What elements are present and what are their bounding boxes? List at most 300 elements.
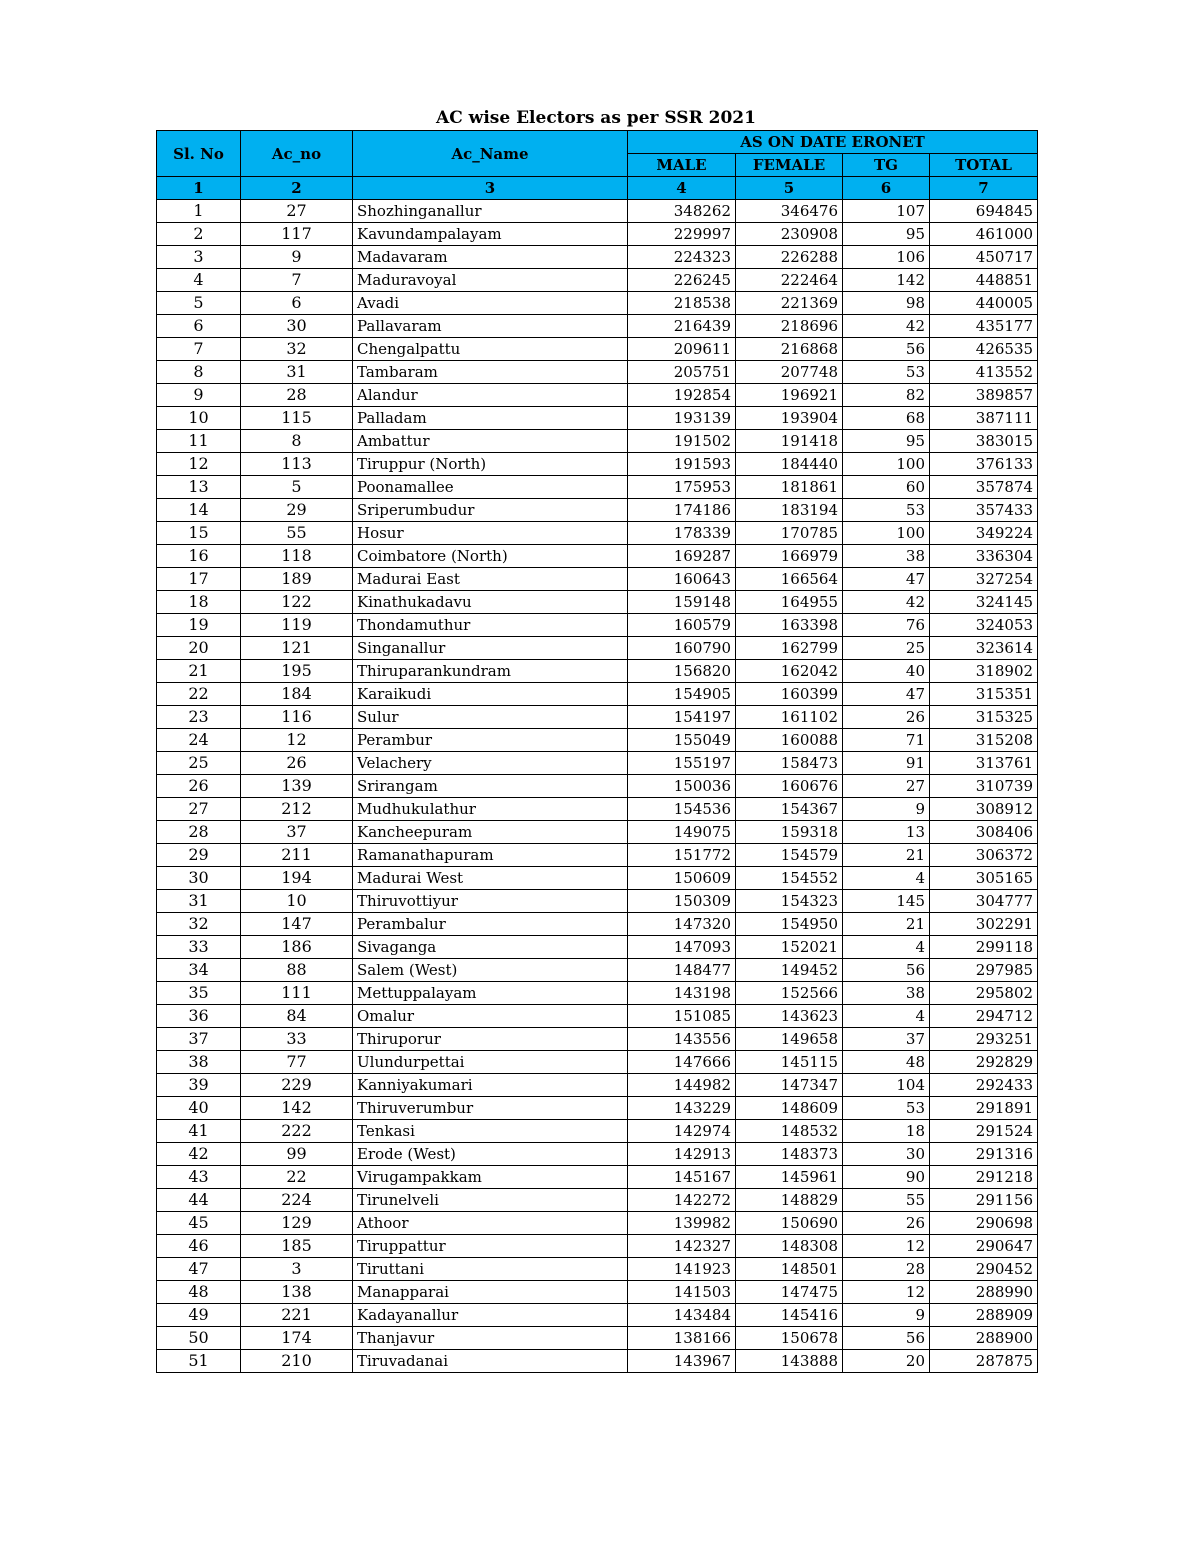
- cell-male: 348262: [628, 200, 736, 223]
- cell-male: 169287: [628, 545, 736, 568]
- cell-sl-no: 5: [157, 292, 241, 315]
- cell-ac-name: Maduravoyal: [353, 269, 628, 292]
- header-group-eronet: AS ON DATE ERONET: [628, 131, 1038, 154]
- cell-ac-no: 229: [241, 1074, 353, 1097]
- cell-sl-no: 9: [157, 384, 241, 407]
- cell-ac-name: Erode (West): [353, 1143, 628, 1166]
- cell-female: 143623: [736, 1005, 843, 1028]
- cell-male: 143229: [628, 1097, 736, 1120]
- table-row: [157, 1189, 1038, 1212]
- cell-ac-no: 117: [241, 223, 353, 246]
- cell-male: 218538: [628, 292, 736, 315]
- cell-total: 292829: [930, 1051, 1038, 1074]
- cell-male: 143198: [628, 982, 736, 1005]
- table-row: [157, 1166, 1038, 1189]
- cell-ac-name: Kanniyakumari: [353, 1074, 628, 1097]
- cell-ac-no: 122: [241, 591, 353, 614]
- cell-tg: 71: [843, 729, 930, 752]
- cell-ac-no: 37: [241, 821, 353, 844]
- cell-total: 426535: [930, 338, 1038, 361]
- cell-total: 310739: [930, 775, 1038, 798]
- cell-sl-no: 28: [157, 821, 241, 844]
- cell-tg: 55: [843, 1189, 930, 1212]
- cell-ac-no: 116: [241, 706, 353, 729]
- cell-total: 461000: [930, 223, 1038, 246]
- cell-male: 154905: [628, 683, 736, 706]
- cell-sl-no: 30: [157, 867, 241, 890]
- cell-male: 139982: [628, 1212, 736, 1235]
- cell-male: 142327: [628, 1235, 736, 1258]
- header-total: TOTAL: [930, 154, 1038, 177]
- cell-ac-name: Madavaram: [353, 246, 628, 269]
- cell-ac-no: 174: [241, 1327, 353, 1350]
- cell-tg: 106: [843, 246, 930, 269]
- cell-sl-no: 4: [157, 269, 241, 292]
- cell-female: 147475: [736, 1281, 843, 1304]
- column-number: 3: [353, 177, 628, 200]
- cell-sl-no: 8: [157, 361, 241, 384]
- cell-sl-no: 2: [157, 223, 241, 246]
- table-row: [157, 361, 1038, 384]
- table-row: [157, 867, 1038, 890]
- table-row: [157, 1327, 1038, 1350]
- cell-total: 440005: [930, 292, 1038, 315]
- cell-female: 154950: [736, 913, 843, 936]
- cell-female: 145961: [736, 1166, 843, 1189]
- cell-female: 149452: [736, 959, 843, 982]
- cell-total: 324053: [930, 614, 1038, 637]
- cell-ac-no: 8: [241, 430, 353, 453]
- cell-sl-no: 18: [157, 591, 241, 614]
- table-row: [157, 614, 1038, 637]
- cell-ac-no: 139: [241, 775, 353, 798]
- cell-sl-no: 41: [157, 1120, 241, 1143]
- cell-male: 144982: [628, 1074, 736, 1097]
- cell-male: 155049: [628, 729, 736, 752]
- cell-total: 315208: [930, 729, 1038, 752]
- cell-total: 290698: [930, 1212, 1038, 1235]
- table-header: [157, 131, 1038, 200]
- cell-female: 148373: [736, 1143, 843, 1166]
- cell-ac-no: 111: [241, 982, 353, 1005]
- cell-ac-name: Tambaram: [353, 361, 628, 384]
- table-row: [157, 499, 1038, 522]
- cell-ac-no: 5: [241, 476, 353, 499]
- cell-tg: 26: [843, 1212, 930, 1235]
- cell-sl-no: 42: [157, 1143, 241, 1166]
- cell-female: 158473: [736, 752, 843, 775]
- cell-ac-no: 194: [241, 867, 353, 890]
- cell-ac-name: Tiruppur (North): [353, 453, 628, 476]
- cell-tg: 145: [843, 890, 930, 913]
- cell-male: 175953: [628, 476, 736, 499]
- cell-sl-no: 20: [157, 637, 241, 660]
- cell-female: 216868: [736, 338, 843, 361]
- cell-ac-no: 10: [241, 890, 353, 913]
- cell-ac-no: 29: [241, 499, 353, 522]
- cell-ac-no: 99: [241, 1143, 353, 1166]
- cell-total: 315351: [930, 683, 1038, 706]
- cell-female: 143888: [736, 1350, 843, 1373]
- cell-ac-no: 224: [241, 1189, 353, 1212]
- cell-tg: 38: [843, 982, 930, 1005]
- cell-total: 448851: [930, 269, 1038, 292]
- cell-tg: 40: [843, 660, 930, 683]
- cell-sl-no: 36: [157, 1005, 241, 1028]
- cell-ac-name: Coimbatore (North): [353, 545, 628, 568]
- cell-sl-no: 1: [157, 200, 241, 223]
- cell-male: 154197: [628, 706, 736, 729]
- column-number: 1: [157, 177, 241, 200]
- electors-table: [156, 130, 1038, 1373]
- table-body: [157, 200, 1038, 1373]
- table-row: [157, 1304, 1038, 1327]
- cell-ac-name: Manapparai: [353, 1281, 628, 1304]
- cell-ac-name: Kadayanallur: [353, 1304, 628, 1327]
- cell-sl-no: 39: [157, 1074, 241, 1097]
- header-ac-name: Ac_Name: [353, 131, 628, 177]
- cell-ac-name: Thiruvottiyur: [353, 890, 628, 913]
- cell-ac-no: 31: [241, 361, 353, 384]
- cell-female: 184440: [736, 453, 843, 476]
- table-row: [157, 982, 1038, 1005]
- cell-tg: 42: [843, 315, 930, 338]
- table-row: [157, 1051, 1038, 1074]
- cell-sl-no: 19: [157, 614, 241, 637]
- cell-tg: 30: [843, 1143, 930, 1166]
- cell-total: 383015: [930, 430, 1038, 453]
- cell-female: 159318: [736, 821, 843, 844]
- cell-male: 160643: [628, 568, 736, 591]
- cell-total: 357874: [930, 476, 1038, 499]
- cell-male: 154536: [628, 798, 736, 821]
- cell-tg: 47: [843, 683, 930, 706]
- cell-ac-no: 115: [241, 407, 353, 430]
- table-row: [157, 775, 1038, 798]
- cell-ac-no: 3: [241, 1258, 353, 1281]
- cell-female: 152566: [736, 982, 843, 1005]
- cell-tg: 76: [843, 614, 930, 637]
- cell-total: 304777: [930, 890, 1038, 913]
- cell-sl-no: 33: [157, 936, 241, 959]
- cell-male: 156820: [628, 660, 736, 683]
- cell-ac-no: 12: [241, 729, 353, 752]
- cell-total: 450717: [930, 246, 1038, 269]
- cell-sl-no: 13: [157, 476, 241, 499]
- cell-ac-name: Thiruparankundram: [353, 660, 628, 683]
- cell-male: 151772: [628, 844, 736, 867]
- table-row: [157, 637, 1038, 660]
- cell-total: 291316: [930, 1143, 1038, 1166]
- cell-tg: 37: [843, 1028, 930, 1051]
- cell-ac-no: 210: [241, 1350, 353, 1373]
- table-row: [157, 1212, 1038, 1235]
- cell-sl-no: 49: [157, 1304, 241, 1327]
- cell-total: 295802: [930, 982, 1038, 1005]
- cell-ac-no: 184: [241, 683, 353, 706]
- cell-tg: 53: [843, 499, 930, 522]
- cell-female: 148609: [736, 1097, 843, 1120]
- cell-female: 196921: [736, 384, 843, 407]
- column-number-row: [157, 177, 1038, 200]
- cell-total: 297985: [930, 959, 1038, 982]
- cell-male: 147320: [628, 913, 736, 936]
- cell-ac-name: Ulundurpettai: [353, 1051, 628, 1074]
- cell-tg: 4: [843, 1005, 930, 1028]
- cell-female: 346476: [736, 200, 843, 223]
- cell-ac-name: Sriperumbudur: [353, 499, 628, 522]
- cell-male: 191502: [628, 430, 736, 453]
- cell-sl-no: 14: [157, 499, 241, 522]
- cell-tg: 28: [843, 1258, 930, 1281]
- cell-tg: 60: [843, 476, 930, 499]
- cell-female: 154367: [736, 798, 843, 821]
- table-row: [157, 522, 1038, 545]
- table-row: [157, 844, 1038, 867]
- cell-male: 150309: [628, 890, 736, 913]
- cell-ac-no: 129: [241, 1212, 353, 1235]
- cell-female: 207748: [736, 361, 843, 384]
- cell-female: 221369: [736, 292, 843, 315]
- cell-ac-name: Madurai West: [353, 867, 628, 890]
- cell-tg: 9: [843, 1304, 930, 1327]
- cell-ac-no: 221: [241, 1304, 353, 1327]
- table-row: [157, 936, 1038, 959]
- cell-ac-name: Alandur: [353, 384, 628, 407]
- column-number: 7: [930, 177, 1038, 200]
- table-row: [157, 959, 1038, 982]
- cell-tg: 21: [843, 844, 930, 867]
- cell-tg: 142: [843, 269, 930, 292]
- cell-male: 159148: [628, 591, 736, 614]
- cell-female: 148829: [736, 1189, 843, 1212]
- cell-male: 142913: [628, 1143, 736, 1166]
- cell-sl-no: 46: [157, 1235, 241, 1258]
- cell-tg: 4: [843, 936, 930, 959]
- cell-ac-name: Tiruvadanai: [353, 1350, 628, 1373]
- cell-male: 141503: [628, 1281, 736, 1304]
- cell-ac-name: Singanallur: [353, 637, 628, 660]
- cell-male: 178339: [628, 522, 736, 545]
- cell-ac-no: 113: [241, 453, 353, 476]
- cell-ac-no: 22: [241, 1166, 353, 1189]
- cell-ac-no: 185: [241, 1235, 353, 1258]
- table-row: [157, 568, 1038, 591]
- cell-tg: 42: [843, 591, 930, 614]
- cell-total: 288900: [930, 1327, 1038, 1350]
- cell-female: 149658: [736, 1028, 843, 1051]
- cell-ac-no: 9: [241, 246, 353, 269]
- cell-ac-name: Kavundampalayam: [353, 223, 628, 246]
- cell-total: 376133: [930, 453, 1038, 476]
- cell-ac-name: Thanjavur: [353, 1327, 628, 1350]
- cell-total: 387111: [930, 407, 1038, 430]
- cell-total: 389857: [930, 384, 1038, 407]
- cell-female: 161102: [736, 706, 843, 729]
- cell-tg: 100: [843, 453, 930, 476]
- table-row: [157, 338, 1038, 361]
- cell-total: 357433: [930, 499, 1038, 522]
- cell-sl-no: 38: [157, 1051, 241, 1074]
- table-row: [157, 913, 1038, 936]
- cell-ac-name: Tenkasi: [353, 1120, 628, 1143]
- cell-tg: 18: [843, 1120, 930, 1143]
- table-row: [157, 1074, 1038, 1097]
- cell-total: 291218: [930, 1166, 1038, 1189]
- cell-tg: 82: [843, 384, 930, 407]
- cell-male: 174186: [628, 499, 736, 522]
- cell-male: 150036: [628, 775, 736, 798]
- cell-total: 293251: [930, 1028, 1038, 1051]
- cell-male: 191593: [628, 453, 736, 476]
- cell-total: 324145: [930, 591, 1038, 614]
- cell-sl-no: 51: [157, 1350, 241, 1373]
- cell-female: 222464: [736, 269, 843, 292]
- cell-sl-no: 35: [157, 982, 241, 1005]
- cell-total: 349224: [930, 522, 1038, 545]
- cell-female: 191418: [736, 430, 843, 453]
- cell-ac-name: Karaikudi: [353, 683, 628, 706]
- cell-total: 288990: [930, 1281, 1038, 1304]
- cell-ac-name: Omalur: [353, 1005, 628, 1028]
- table-row: [157, 246, 1038, 269]
- cell-sl-no: 37: [157, 1028, 241, 1051]
- column-number: 4: [628, 177, 736, 200]
- cell-sl-no: 25: [157, 752, 241, 775]
- cell-tg: 68: [843, 407, 930, 430]
- cell-male: 229997: [628, 223, 736, 246]
- cell-total: 290452: [930, 1258, 1038, 1281]
- cell-sl-no: 44: [157, 1189, 241, 1212]
- table-row: [157, 1120, 1038, 1143]
- cell-total: 323614: [930, 637, 1038, 660]
- cell-ac-name: Thiruverumbur: [353, 1097, 628, 1120]
- table-row: [157, 453, 1038, 476]
- cell-ac-name: Tiruppattur: [353, 1235, 628, 1258]
- cell-total: 318902: [930, 660, 1038, 683]
- cell-male: 205751: [628, 361, 736, 384]
- cell-ac-name: Salem (West): [353, 959, 628, 982]
- header-female: FEMALE: [736, 154, 843, 177]
- cell-ac-no: 28: [241, 384, 353, 407]
- cell-female: 166564: [736, 568, 843, 591]
- cell-male: 143967: [628, 1350, 736, 1373]
- cell-sl-no: 50: [157, 1327, 241, 1350]
- cell-female: 160399: [736, 683, 843, 706]
- cell-female: 218696: [736, 315, 843, 338]
- cell-male: 160790: [628, 637, 736, 660]
- cell-male: 147666: [628, 1051, 736, 1074]
- cell-total: 305165: [930, 867, 1038, 890]
- cell-total: 336304: [930, 545, 1038, 568]
- table-row: [157, 292, 1038, 315]
- cell-female: 230908: [736, 223, 843, 246]
- cell-tg: 107: [843, 200, 930, 223]
- cell-tg: 13: [843, 821, 930, 844]
- cell-female: 183194: [736, 499, 843, 522]
- header-ac-no: Ac_no: [241, 131, 353, 177]
- cell-tg: 27: [843, 775, 930, 798]
- cell-female: 181861: [736, 476, 843, 499]
- cell-female: 162799: [736, 637, 843, 660]
- cell-tg: 9: [843, 798, 930, 821]
- cell-ac-name: Tirunelveli: [353, 1189, 628, 1212]
- cell-female: 154579: [736, 844, 843, 867]
- cell-male: 138166: [628, 1327, 736, 1350]
- cell-ac-name: Athoor: [353, 1212, 628, 1235]
- cell-female: 150678: [736, 1327, 843, 1350]
- cell-ac-name: Chengalpattu: [353, 338, 628, 361]
- cell-male: 147093: [628, 936, 736, 959]
- cell-ac-name: Virugampakkam: [353, 1166, 628, 1189]
- cell-female: 148532: [736, 1120, 843, 1143]
- cell-sl-no: 32: [157, 913, 241, 936]
- page-title: AC wise Electors as per SSR 2021: [436, 108, 756, 128]
- column-number: 2: [241, 177, 353, 200]
- cell-sl-no: 21: [157, 660, 241, 683]
- table-row: [157, 1235, 1038, 1258]
- cell-total: 306372: [930, 844, 1038, 867]
- cell-female: 148501: [736, 1258, 843, 1281]
- cell-ac-name: Perambalur: [353, 913, 628, 936]
- cell-sl-no: 40: [157, 1097, 241, 1120]
- cell-tg: 47: [843, 568, 930, 591]
- cell-tg: 100: [843, 522, 930, 545]
- cell-male: 145167: [628, 1166, 736, 1189]
- cell-female: 145115: [736, 1051, 843, 1074]
- cell-total: 308912: [930, 798, 1038, 821]
- cell-tg: 4: [843, 867, 930, 890]
- cell-ac-name: Tiruttani: [353, 1258, 628, 1281]
- cell-ac-no: 77: [241, 1051, 353, 1074]
- cell-total: 327254: [930, 568, 1038, 591]
- cell-sl-no: 26: [157, 775, 241, 798]
- cell-female: 164955: [736, 591, 843, 614]
- table-row: [157, 430, 1038, 453]
- cell-tg: 95: [843, 430, 930, 453]
- cell-ac-name: Palladam: [353, 407, 628, 430]
- table-row: [157, 821, 1038, 844]
- cell-female: 148308: [736, 1235, 843, 1258]
- table-row: [157, 660, 1038, 683]
- cell-female: 154323: [736, 890, 843, 913]
- cell-male: 192854: [628, 384, 736, 407]
- cell-ac-no: 84: [241, 1005, 353, 1028]
- table-row: [157, 1258, 1038, 1281]
- cell-male: 142974: [628, 1120, 736, 1143]
- cell-total: 290647: [930, 1235, 1038, 1258]
- cell-tg: 53: [843, 361, 930, 384]
- cell-female: 147347: [736, 1074, 843, 1097]
- cell-ac-no: 55: [241, 522, 353, 545]
- cell-ac-no: 142: [241, 1097, 353, 1120]
- cell-ac-no: 119: [241, 614, 353, 637]
- table-row: [157, 269, 1038, 292]
- column-number: 6: [843, 177, 930, 200]
- cell-ac-name: Srirangam: [353, 775, 628, 798]
- table-row: [157, 407, 1038, 430]
- cell-sl-no: 6: [157, 315, 241, 338]
- cell-tg: 21: [843, 913, 930, 936]
- cell-sl-no: 31: [157, 890, 241, 913]
- cell-female: 166979: [736, 545, 843, 568]
- cell-male: 193139: [628, 407, 736, 430]
- cell-ac-name: Hosur: [353, 522, 628, 545]
- cell-ac-no: 222: [241, 1120, 353, 1143]
- cell-ac-name: Shozhinganallur: [353, 200, 628, 223]
- cell-male: 151085: [628, 1005, 736, 1028]
- cell-sl-no: 24: [157, 729, 241, 752]
